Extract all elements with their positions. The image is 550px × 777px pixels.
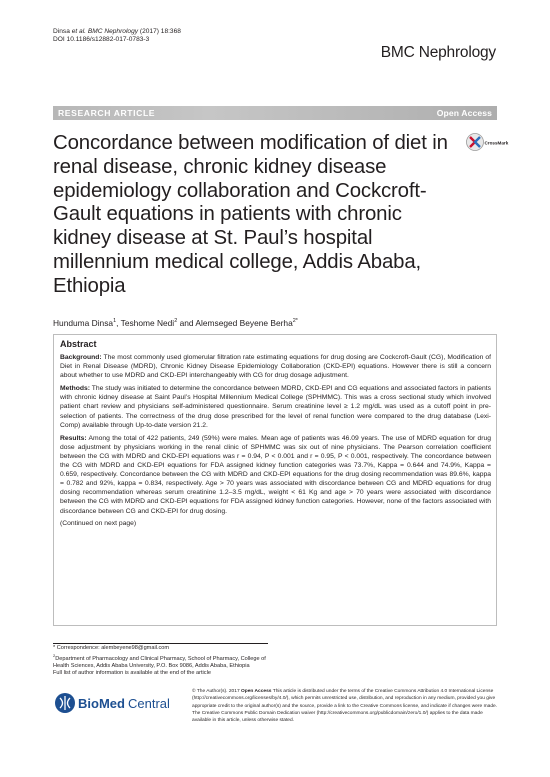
abstract-background [60, 353, 491, 380]
abstract-methods [60, 384, 491, 429]
logo-text-central: Central [128, 696, 170, 711]
methods-text: The study was initiated to determine the concordance between MDRD, CKD-EPI and CG equations and associated factors in patients with chronic kidney disease at Saint Paul’s Hospital Millennium Medical College (SPHMMC). This was a cross sectional study which involved patient chart review and physicians self-administered questionnaire. Serum creatinine level ≥ 1.2 mg/dL was used as a cutoff point in pre-selection of patients. The correctness of the drug dose prescribed for the level of renal function were compared to the drug database (Lexi-Comp) available through Up-to-date version 21.2. [60, 385, 491, 429]
citation-line-1 [53, 28, 181, 36]
footnote-divider [53, 643, 268, 644]
abstract-heading: Abstract [60, 339, 97, 349]
author-affiliation-sup: 1 [113, 318, 117, 325]
author-list [53, 318, 298, 328]
affiliation-text: Department of Pharmacology and Clinical Pharmacy, School of Pharmacy, College of Health Sciences, Addis Ababa University, P.O. Box 9086, Addis Ababa, Ethiopia [53, 656, 266, 670]
background-label: Background: [60, 354, 102, 361]
crossmark-label: CrossMark [484, 140, 509, 146]
affiliation [53, 652, 273, 670]
background-text: The most commonly used glomerular filtration rate estimating equations for drug dosing are Cockcroft-Gault (CG), Modification of Diet in Renal Disease (MDRD), Chronic Kidney Disease Epidemiology Collaboration (CKD-EPI) equations. However there is still a concern about whether to use MDRD and CKD-EPI interchangeably with CG for drug dosage adjustment. [60, 354, 491, 380]
biomed-central-logo [53, 688, 168, 718]
open-access-label: Open Access [436, 108, 492, 118]
author-affiliation-sup: 2* [292, 318, 298, 325]
citation-authors: Dinsa [53, 28, 72, 35]
footnote-block [53, 645, 273, 678]
author-separator: , [116, 318, 121, 328]
results-text: Among the total of 422 patients, 249 (59%) were males. Mean age of patients was 46.09 years. The use of MDRD equation for drug dose adjustment by physicians working in the renal clinic of SPHMMC was six out of nine physicians. The Pearson correlation coefficient between the CG with MDRD and CKD-EPI equations was r = 0.94, P < 0.001 and r = 0.95, P < 0.001, respectively. The concordance between the CG with MDRD and CKD-EPI equations for FDA assigned kidney function categories was 73.7%, Kappa = 0.644 and 74.9%, Kappa = 0.659, respectively. Concordance between the CG with MDRD and CKD-EPI equations for the drug dosing recommendation was 89.6%, kappa = 0.782 and 92%, kappa = 0.834, respectively. Age > 70 years was associated with discordance between CG and MDRD equations for drug dosing recommendation whereas serum creatinine 1.2–3.5 mg/dL, weight < 61 Kg and age > 70 years were associated with discordance between the CG with MDRD and CKD-EPI equations for FDA assigned kidney function categories. However, none of the factors associated with discordance between CG and CKD-EPI for drug dosing. [60, 434, 491, 515]
abstract-results [60, 434, 491, 516]
citation-journal: et al. BMC Nephrology [71, 28, 139, 35]
full-author-info-note: Full list of author information is available at the end of the article [53, 670, 211, 677]
article-type-banner [53, 106, 497, 120]
license-statement [192, 688, 498, 724]
continued-note: (Continued on next page) [60, 519, 137, 527]
journal-name: BMC Nephrology [380, 44, 496, 61]
crossmark-icon[interactable] [466, 131, 509, 153]
methods-label: Methods: [60, 385, 90, 393]
abstract-body [60, 353, 491, 532]
results-label: Results: [60, 434, 87, 442]
logo-text-biomed: BioMed [78, 696, 125, 711]
citation-block [53, 28, 181, 45]
copyright-text: © The Author(s). 2017 [192, 689, 241, 694]
correspondence[interactable]: * Correspondence: alembeyene98@gmail.com [53, 645, 170, 651]
article-title: Concordance between modification of diet in renal disease, chronic kidney disease epidemiology collaboration and Cockcroft-Gault equations in patients with chronic kidney disease at St. Paul’s hospital millennium medical college, Addis Ababa, Ethiopia [53, 132, 448, 297]
author-name: Hunduma Dinsa [53, 318, 114, 328]
article-type-label: RESEARCH ARTICLE [58, 108, 156, 118]
author-separator: and [177, 318, 196, 328]
author-name: Alemseged Beyene Berha [195, 318, 293, 328]
affiliation-sup: 2 [53, 653, 56, 659]
author-affiliation-sup: 2 [174, 318, 178, 325]
citation-year-volume: (2017) 18:368 [138, 28, 181, 35]
author-name: Teshome Nedi [120, 318, 175, 328]
license-open-access: Open Access [240, 689, 272, 694]
license-text: This article is distributed under the terms of the Creative Commons Attribution 4.0 International License (http://creativecommons.org/licenses/by/4.0/), which permits unrestricted use, distribution, and reproduction in any medium, provided you give appropriate credit to the original author(s) and the source, provide a link to the Creative Commons license, and indicate if changes were made. The Creative Commons Public Domain Dedication waiver (http://creativecommons.org/publicdomain/zero/1.0/) applies to the data made available in this article, unless otherwise stated. [192, 689, 498, 724]
citation-doi[interactable]: DOI 10.1186/s12882-017-0783-3 [53, 36, 150, 44]
